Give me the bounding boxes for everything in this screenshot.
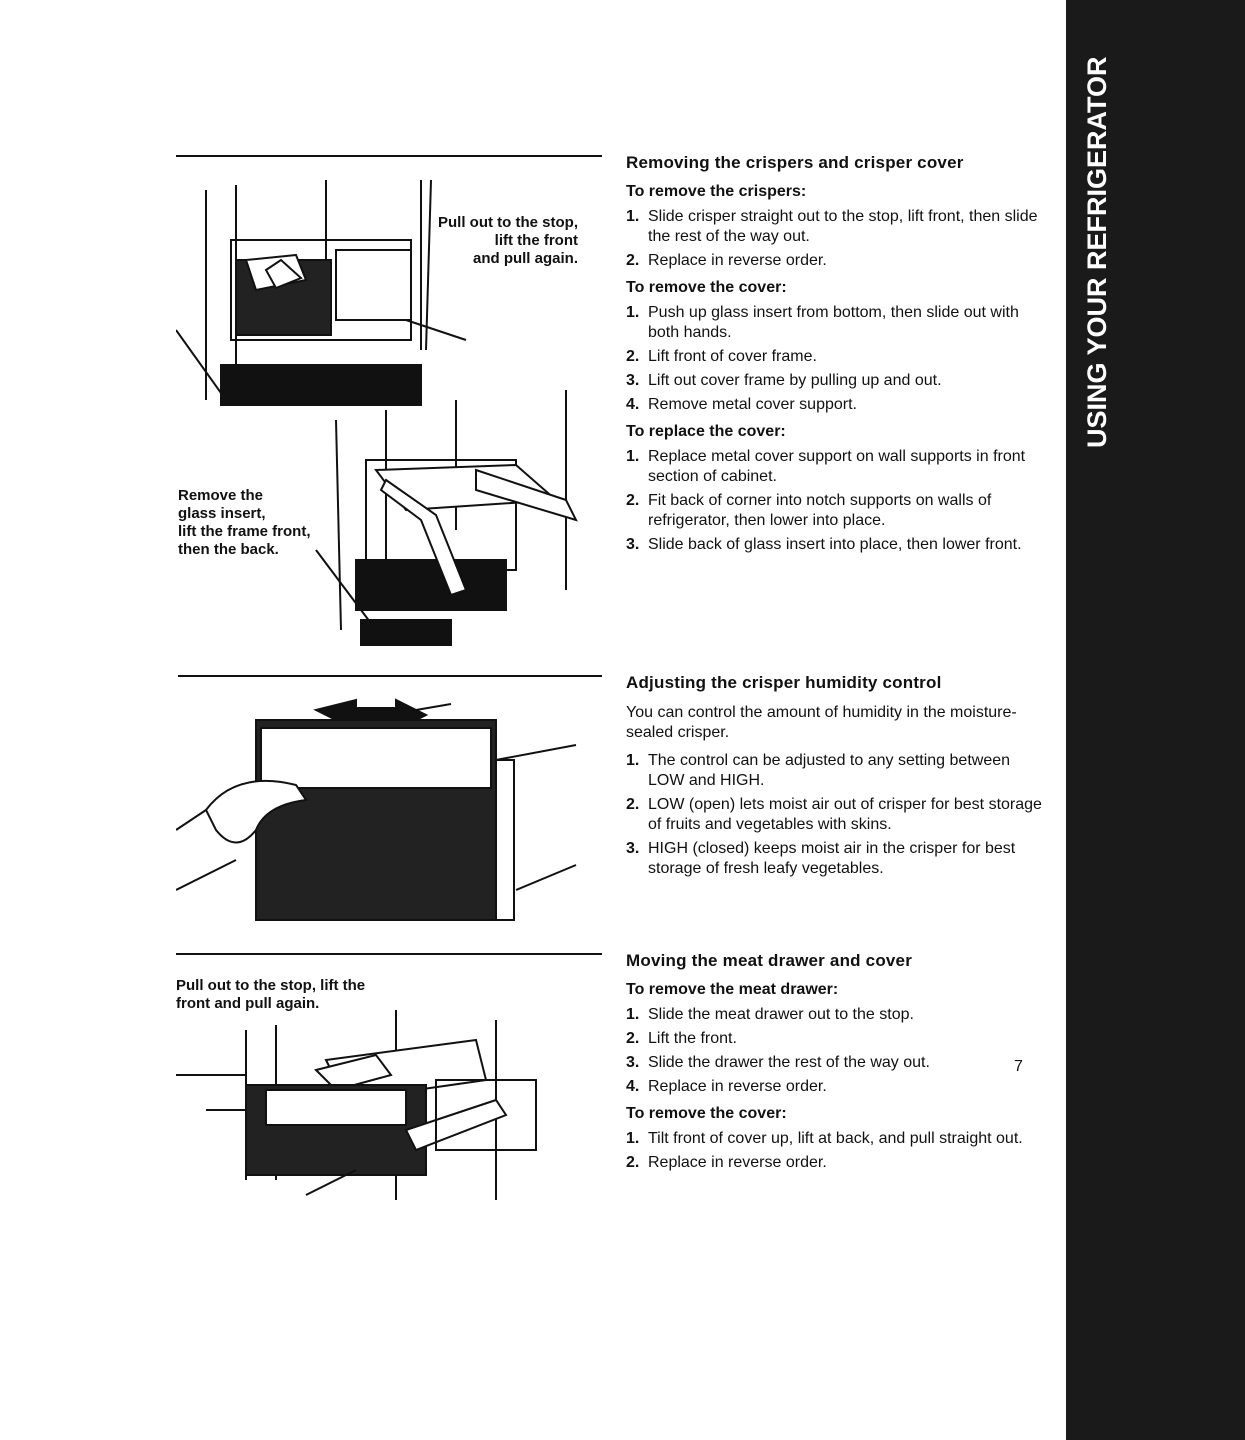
steps-list [626,447,1046,555]
section-intro: You can control the amount of humidity in the moisture-sealed crisper. [626,704,1017,741]
section-title: Adjusting the crisper humidity control [626,673,942,692]
list-item: 1. Replace metal cover support on wall supports in front section of cabinet. [626,448,1026,485]
steps-list [626,751,1046,879]
list-item: 1. Push up glass insert from bottom, then slide out with both hands. [626,304,1019,341]
steps-list [626,1129,1046,1173]
rule-middle [178,675,602,677]
section-humidity [626,673,1046,887]
list-item: 3. Lift out cover frame by pulling up and out. [626,372,942,389]
list-item: 1. Tilt front of cover up, lift at back, and pull straight out. [626,1130,1023,1147]
subsection-title: To remove the cover: [626,279,787,296]
sidebar-title: USING YOUR REFRIGERATOR [1082,56,1112,448]
list-item: 4. Replace in reverse order. [626,1078,827,1095]
caption-remove-glass: Remove the glass insert, lift the frame front, then the back. [178,487,311,558]
subsection-title: To remove the crispers: [626,183,807,200]
caption-meat-drawer: Pull out to the stop, lift the front and pull again. [176,977,366,1012]
list-item: 3. Slide the drawer the rest of the way out. [626,1054,930,1071]
steps-list [626,207,1046,271]
subsection-title: To remove the cover: [626,1105,787,1122]
steps-list [626,303,1046,415]
list-item: 4. Remove metal cover support. [626,396,857,413]
section-title: Removing the crispers and crisper cover [626,153,964,172]
list-item: 2. Lift the front. [626,1030,737,1047]
meat-drawer-illustration [176,1000,556,1210]
list-item: 2. Replace in reverse order. [626,252,827,269]
subsection-title: To replace the cover: [626,423,786,440]
list-item: 3. HIGH (closed) keeps moist air in the crisper for best storage of fresh leafy vegetables. [626,840,1016,877]
list-item: 3. Slide back of glass insert into place, then lower front. [626,536,1022,553]
steps-list [626,1005,1046,1097]
list-item: 2. Replace in reverse order. [626,1154,827,1171]
list-item: 2. Lift front of cover frame. [626,348,817,365]
section-meat-drawer [626,951,1046,1181]
subsection-title: To remove the meat drawer: [626,981,839,998]
rule-bottom [176,953,602,955]
page-number: 7 [1014,1058,1023,1075]
section-title: Moving the meat drawer and cover [626,951,913,970]
rule-top [176,155,602,157]
section-crispers [626,153,1046,563]
list-item: 1. Slide the meat drawer out to the stop. [626,1006,914,1023]
caption-pull-to-stop: Pull out to the stop, lift the front and pull again. [438,214,578,267]
list-item: 2. Fit back of corner into notch supports on walls of refrigerator, then lower into place. [626,492,992,529]
list-item: 1. Slide crisper straight out to the stop, lift front, then slide the rest of the way out. [626,208,1038,245]
list-item: 2. LOW (open) lets moist air out of crisper for best storage of fruits and vegetables with skins. [626,796,1042,833]
humidity-control-illustration [176,690,596,940]
list-item: 1. The control can be adjusted to any setting between LOW and HIGH. [626,752,1011,789]
